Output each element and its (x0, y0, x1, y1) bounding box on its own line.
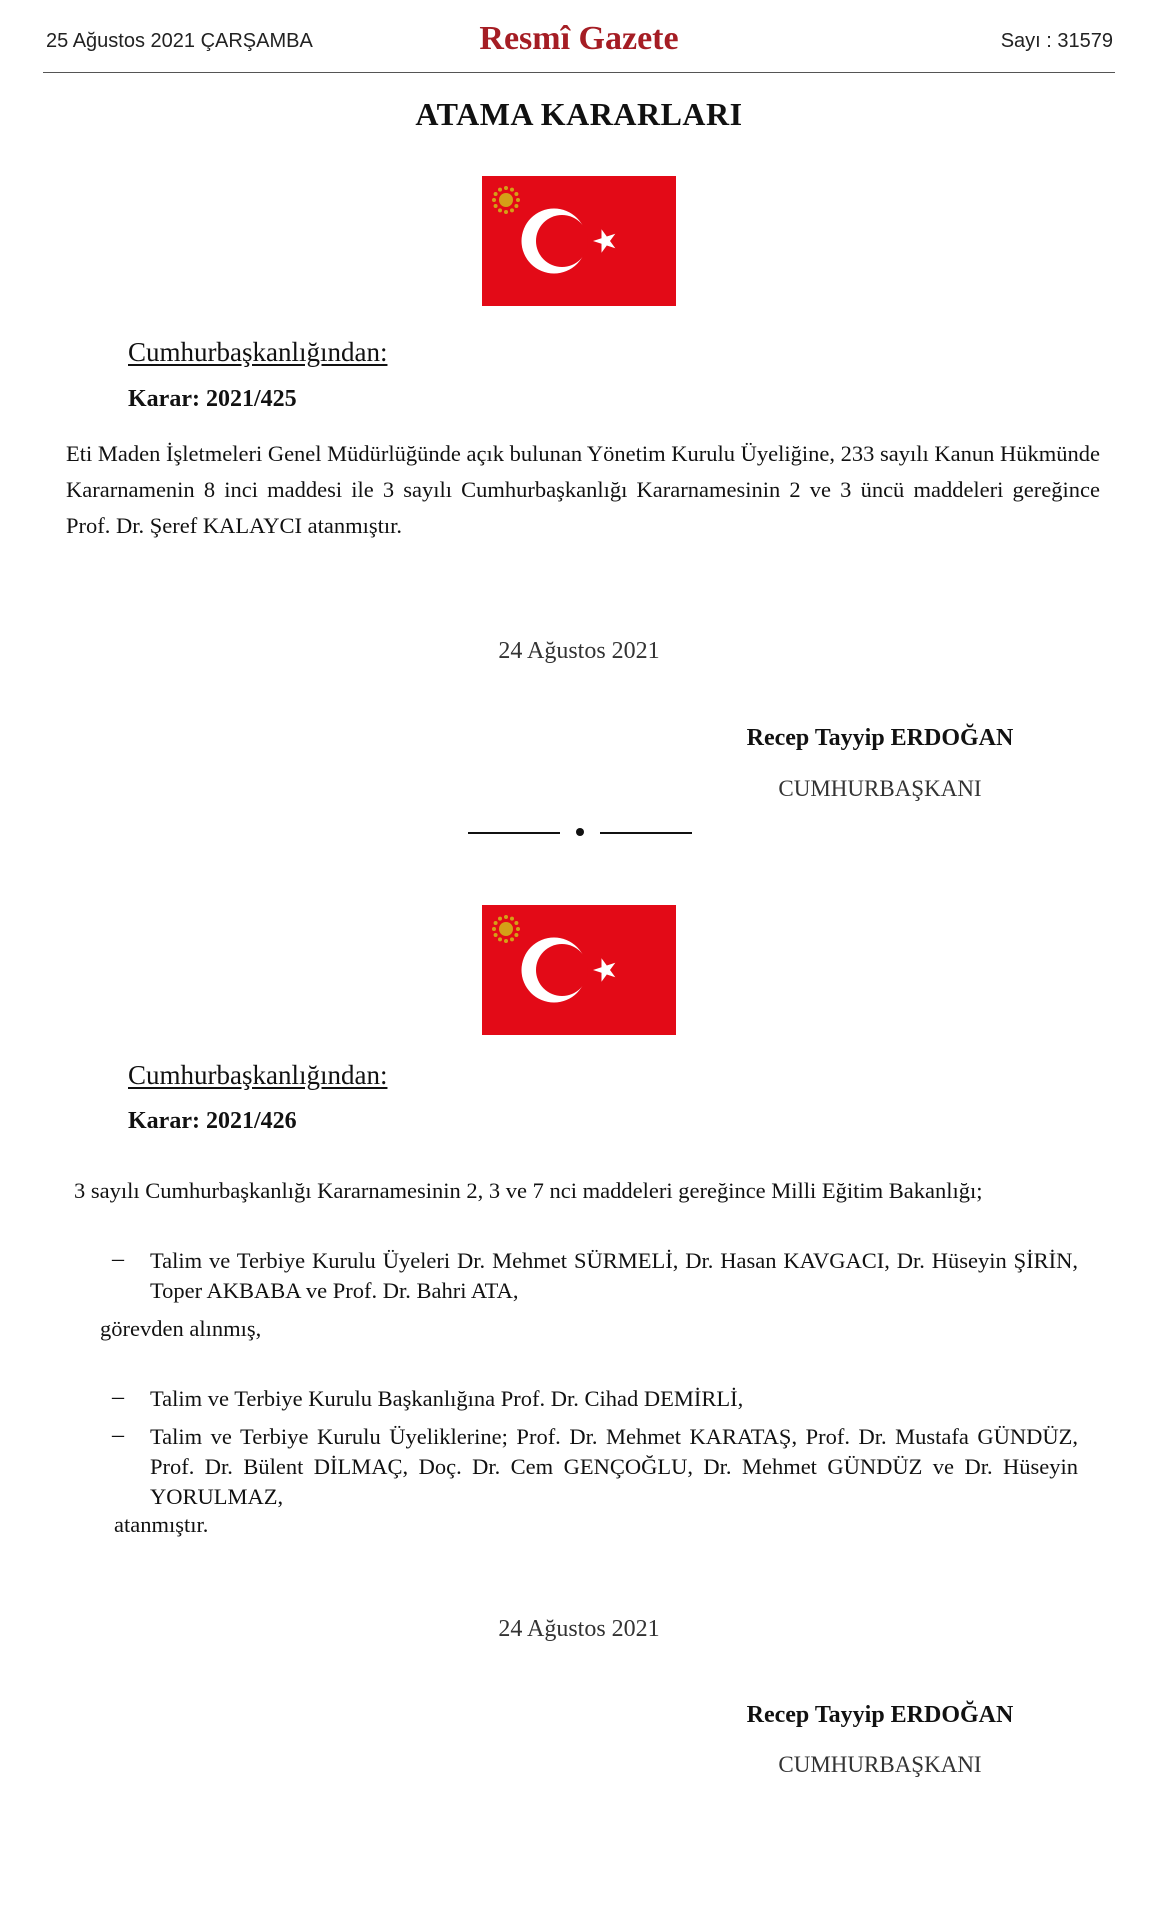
list-item-text: Talim ve Terbiye Kurulu Üyeleri Dr. Mehmet SÜRMELİ, Dr. Hasan KAVGACI, Dr. Hüseyin ŞİRİN, Toper AKBABA ve Prof. Dr. Bahri ATA, (150, 1248, 1078, 1303)
list-dash: – (112, 1384, 124, 1410)
header-divider (43, 72, 1115, 73)
turkish-flag-icon (482, 905, 676, 1035)
list-item (112, 1422, 1078, 1512)
issue-number: Sayı : 31579 (1000, 30, 1113, 52)
decision-date: 24 Ağustos 2021 (498, 1616, 660, 1642)
decision-date: 24 Ağustos 2021 (498, 638, 660, 664)
list-dash: – (112, 1422, 124, 1448)
removed-note: görevden alınmış, (100, 1316, 262, 1341)
decision-number: Karar: 2021/425 (128, 386, 297, 412)
decision-number: Karar: 2021/426 (128, 1108, 297, 1134)
list-dash: – (112, 1246, 124, 1272)
section-separator (468, 820, 692, 844)
list-item (112, 1246, 1078, 1306)
signer-title: CUMHURBAŞKANI (778, 776, 982, 801)
list-item (112, 1384, 1078, 1414)
turkish-flag-icon (482, 176, 676, 306)
issuer-heading: Cumhurbaşkanlığından: (128, 1060, 388, 1090)
issuer-heading: Cumhurbaşkanlığından: (128, 337, 388, 367)
decision-text: Eti Maden İşletmeleri Genel Müdürlüğünde açık bulunan Yönetim Kurulu Üyeliğine, 233 sayılı Kanun Hükmünde Kararnamenin 8 inci maddesi ile 3 sayılı Cumhurbaşkanlığı Kararnamesinin 2 ve 3 üncü maddeleri gereğince Prof. Dr. Şeref KALAYCI atanmıştır. (66, 441, 1100, 538)
signer-name: Recep Tayyip ERDOĞAN (746, 1702, 1014, 1728)
signer-title: CUMHURBAŞKANI (778, 1752, 982, 1777)
decision-intro: 3 sayılı Cumhurbaşkanlığı Kararnamesinin 2, 3 ve 7 nci maddeleri gereğince Milli Eğitim Bakanlığı; (74, 1178, 983, 1203)
page-title: ATAMA KARARLARI (415, 96, 743, 132)
header-date: 25 Ağustos 2021 ÇARŞAMBA (46, 30, 313, 52)
list-item-text: Talim ve Terbiye Kurulu Üyeliklerine; Prof. Dr. Mehmet KARATAŞ, Prof. Dr. Mustafa GÜNDÜZ, Prof. Dr. Bülent DİLMAÇ, Doç. Dr. Cem GENÇOĞLU, Dr. Mehmet GÜNDÜZ ve Dr. Hüseyin YORULMAZ, (150, 1424, 1078, 1509)
appointed-note: atanmıştır. (114, 1512, 209, 1537)
signer-name: Recep Tayyip ERDOĞAN (746, 725, 1014, 751)
gazette-title: Resmî Gazete (479, 20, 679, 57)
list-item-text: Talim ve Terbiye Kurulu Başkanlığına Prof. Dr. Cihad DEMİRLİ, (150, 1386, 744, 1411)
